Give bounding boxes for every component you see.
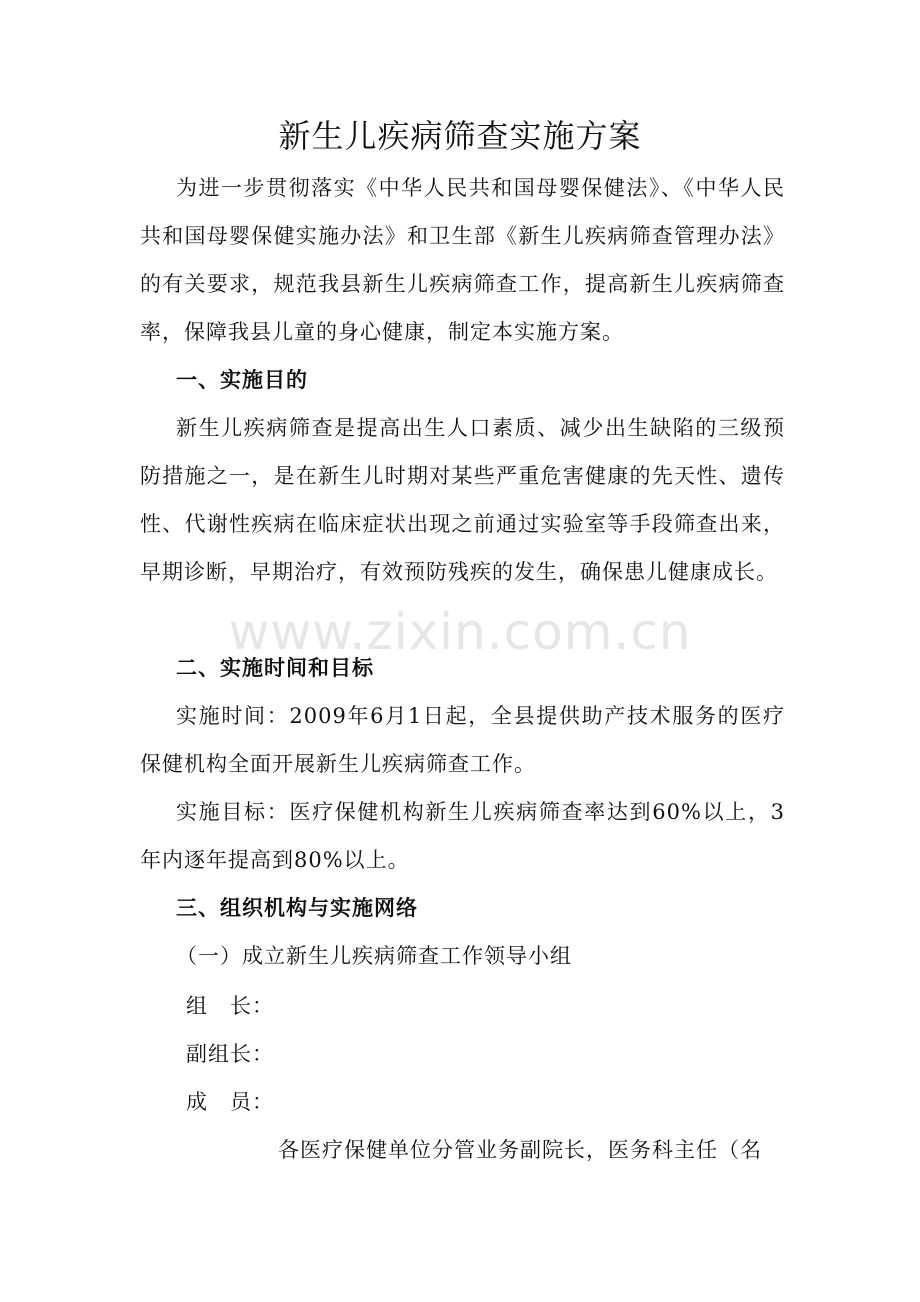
- deputy-label: 副组长：: [186, 1042, 274, 1066]
- section3-sub1: （一）成立新生儿疾病筛查工作领导小组: [176, 944, 572, 968]
- members-label: 成 员：: [186, 1090, 274, 1114]
- section2-time-paragraph: 实施时间：2009年6月1日起，全县提供助产技术服务的医疗保健机构全面开展新生儿疾病筛查工作。: [140, 704, 785, 776]
- document-title: 新生儿疾病筛查实施方案: [278, 117, 642, 155]
- leader-label: 组 长：: [186, 994, 274, 1018]
- section3-heading: 三、组织机构与实施网络: [176, 896, 418, 920]
- section2-goal-paragraph: 实施目标：医疗保健机构新生儿疾病筛查率达到60%以上，3年内逐年提高到80%以上。: [140, 800, 785, 872]
- members-detail: 各医疗保健单位分管业务副院长，医务科主任（名: [278, 1138, 762, 1162]
- intro-paragraph: 为进一步贯彻落实《中华人民共和国母婴保健法》、《中华人民共和国母婴保健实施办法》和卫生部《新生儿疾病筛查管理办法》的有关要求，规范我县新生儿疾病筛查工作，提高新生儿疾病筛查率，保障我县儿童的身心健康，制定本实施方案。: [140, 176, 785, 344]
- section1-paragraph: 新生儿疾病筛查是提高出生人口素质、减少出生缺陷的三级预防措施之一，是在新生儿时期对某些严重危害健康的先天性、遗传性、代谢性疾病在临床症状出现之前通过实验室等手段筛查出来，早期诊断，早期治疗，有效预防残疾的发生，确保患儿健康成长。: [140, 416, 785, 584]
- section1-heading: 一、实施目的: [176, 368, 308, 392]
- watermark-text: www.zixin.com.cn: [228, 603, 692, 661]
- section2-heading: 二、实施时间和目标: [176, 656, 374, 680]
